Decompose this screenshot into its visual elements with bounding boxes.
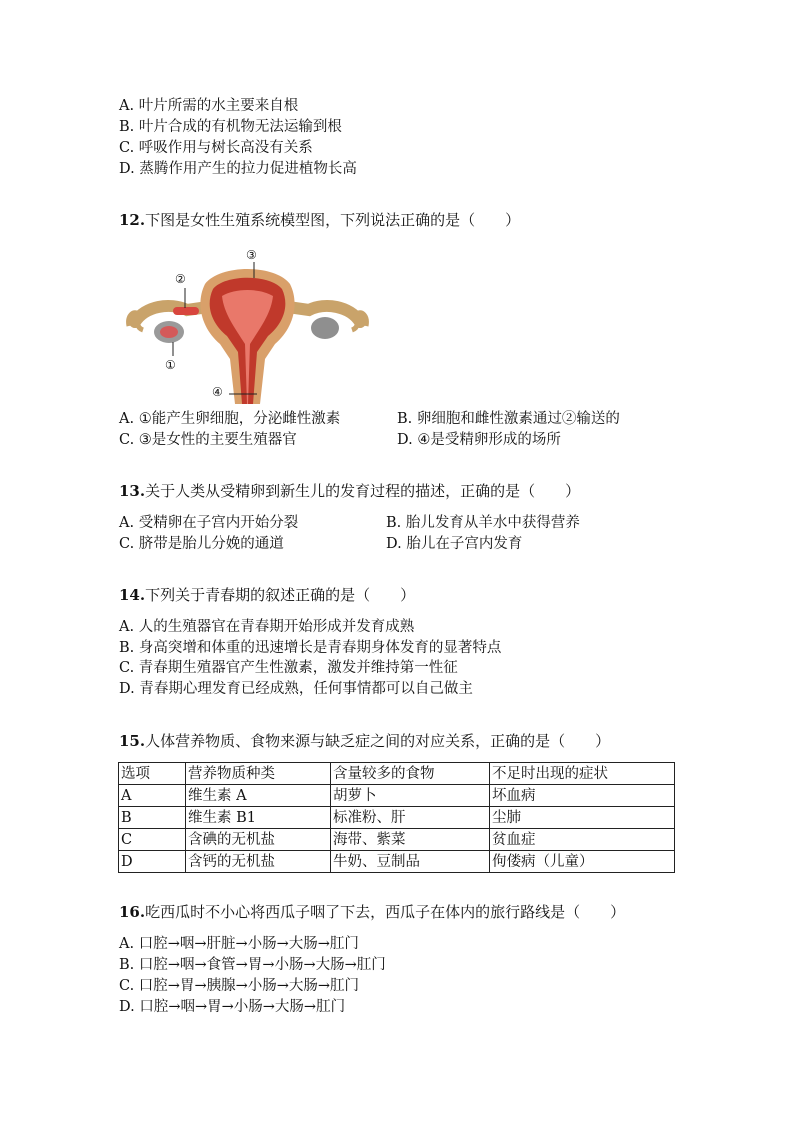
q15-stem xyxy=(119,731,610,751)
q14-stem-text: 下列关于青春期的叙述正确的是（ ） xyxy=(145,586,416,604)
table-header-row xyxy=(119,763,675,785)
table-cell: B xyxy=(119,807,186,829)
q11-option-a: A. 叶片所需的水主要来自根 xyxy=(119,98,299,114)
q12-option-b: B. 卵细胞和雌性激素通过②输送的 xyxy=(397,411,620,427)
table-cell: 牛奶、豆制品 xyxy=(331,851,490,873)
q13-stem xyxy=(119,481,580,501)
table-cell: 海带、紫菜 xyxy=(331,829,490,851)
q12-number: 12. xyxy=(119,211,146,229)
q14-option-a: A. 人的生殖器官在青春期开始形成并发育成熟 xyxy=(119,619,415,635)
table-row xyxy=(119,807,675,829)
q13-number: 13. xyxy=(119,482,146,500)
table-header-cell: 含量较多的食物 xyxy=(331,763,490,785)
table-cell: A xyxy=(119,785,186,807)
table-header-cell: 营养物质种类 xyxy=(186,763,331,785)
q14-option-b: B. 身高突增和体重的迅速增长是青春期身体发育的显著特点 xyxy=(119,640,502,656)
table-cell: 胡萝卜 xyxy=(331,785,490,807)
table-cell: 维生素 B1 xyxy=(186,807,331,829)
q16-option-a: A. 口腔→咽→肝脏→小肠→大肠→肛门 xyxy=(119,936,359,952)
q11-option-b: B. 叶片合成的有机物无法运输到根 xyxy=(119,119,342,135)
q16-stem-text: 吃西瓜时不小心将西瓜子咽了下去，西瓜子在体内的旅行路线是（ ） xyxy=(145,903,626,921)
q16-option-c: C. 口腔→胃→胰腺→小肠→大肠→肛门 xyxy=(119,978,360,994)
q16-option-d: D. 口腔→咽→胃→小肠→大肠→肛门 xyxy=(119,999,346,1015)
table-cell: 尘肺 xyxy=(490,807,675,829)
table-cell: 含钙的无机盐 xyxy=(186,851,331,873)
q12-option-c: C. ③是女性的主要生殖器官 xyxy=(119,432,297,448)
table-cell: 标准粉、肝 xyxy=(331,807,490,829)
q11-option-c: C. 呼吸作用与树长高没有关系 xyxy=(119,140,313,156)
label-3: ③ xyxy=(246,248,257,262)
table-header-cell: 选项 xyxy=(119,763,186,785)
q15-stem-text: 人体营养物质、食物来源与缺乏症之间的对应关系，正确的是（ ） xyxy=(145,732,611,750)
q14-option-d: D. 青春期心理发育已经成熟，任何事情都可以自己做主 xyxy=(119,681,473,697)
label-2: ② xyxy=(175,272,186,286)
q12-stem-text: 下图是女性生殖系统模型图，下列说法正确的是（ ） xyxy=(145,211,521,229)
table-cell: 含碘的无机盐 xyxy=(186,829,331,851)
q13-option-a: A. 受精卵在子宫内开始分裂 xyxy=(119,515,299,531)
table-cell: 佝偻病（儿童） xyxy=(490,851,675,873)
q14-number: 14. xyxy=(119,586,146,604)
q11-option-d: D. 蒸腾作用产生的拉力促进植物长高 xyxy=(119,161,357,177)
female-reproductive-system-figure xyxy=(125,244,370,404)
q14-stem xyxy=(119,585,415,605)
label-4: ④ xyxy=(212,385,223,399)
q16-option-b: B. 口腔→咽→食管→胃→小肠→大肠→肛门 xyxy=(119,957,386,973)
q13-option-c: C. 脐带是胎儿分娩的通道 xyxy=(119,536,284,552)
table-cell: 维生素 A xyxy=(186,785,331,807)
label-1: ① xyxy=(165,358,176,372)
q15-number: 15. xyxy=(119,732,146,750)
table-cell: 贫血症 xyxy=(490,829,675,851)
q14-option-c: C. 青春期生殖器官产生性激素，激发并维持第一性征 xyxy=(119,660,458,676)
table-row xyxy=(119,851,675,873)
q13-option-b: B. 胎儿发育从羊水中获得营养 xyxy=(386,515,580,531)
q13-stem-text: 关于人类从受精卵到新生儿的发育过程的描述，正确的是（ ） xyxy=(145,482,581,500)
q16-stem xyxy=(119,902,625,922)
q12-option-a: A. ①能产生卵细胞，分泌雌性激素 xyxy=(119,411,341,427)
q13-option-d: D. 胎儿在子宫内发育 xyxy=(386,536,523,552)
table-row xyxy=(119,829,675,851)
table-header-cell: 不足时出现的症状 xyxy=(490,763,675,785)
uterus-model-illustration xyxy=(125,244,370,404)
table-cell: C xyxy=(119,829,186,851)
table-cell: D xyxy=(119,851,186,873)
table-cell: 坏血病 xyxy=(490,785,675,807)
nutrition-table xyxy=(118,762,675,873)
q16-number: 16. xyxy=(119,903,146,921)
q12-stem xyxy=(119,210,520,230)
q12-option-d: D. ④是受精卵形成的场所 xyxy=(397,432,561,448)
table-row xyxy=(119,785,675,807)
